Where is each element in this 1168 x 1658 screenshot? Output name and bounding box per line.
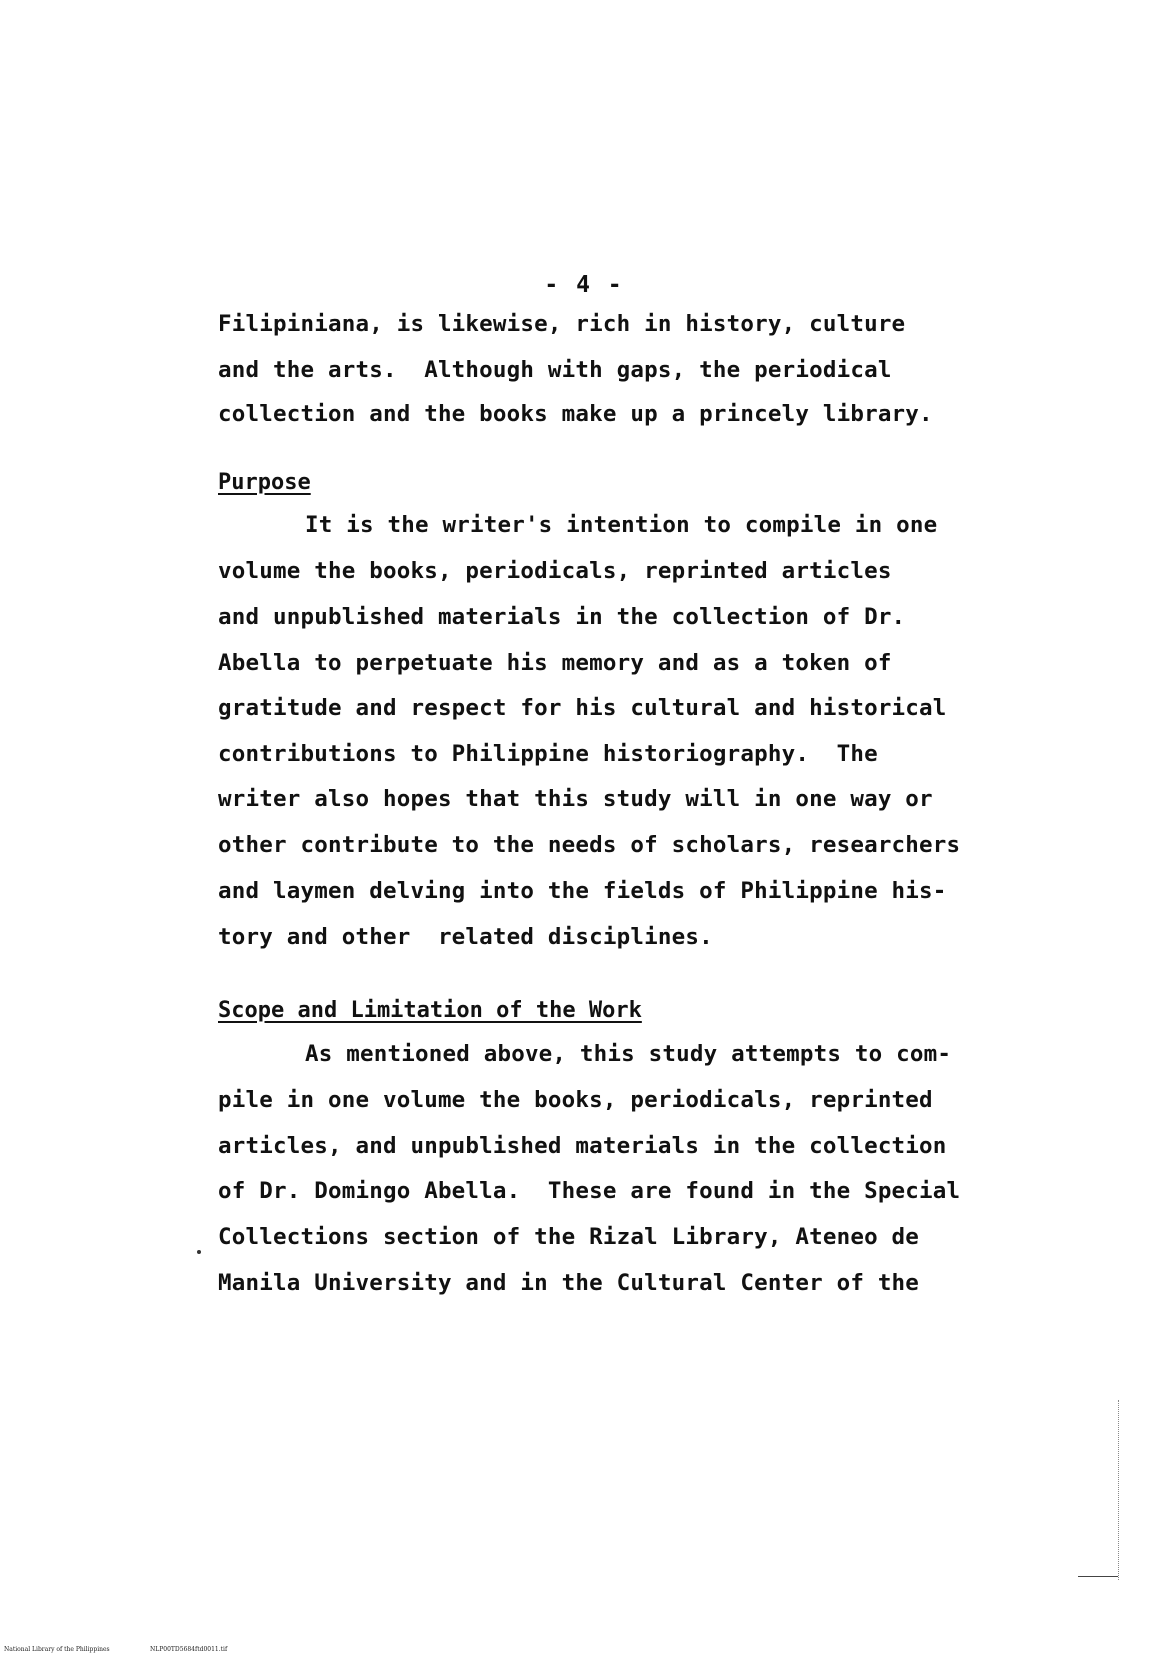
scan-edge-rule (1078, 1576, 1118, 1577)
footer-filename: NLP00TD5684ftd0011.tif (150, 1646, 228, 1653)
intro-line-3: collection and the books make up a princely library. (218, 401, 933, 427)
purpose-line-6: contributions to Philippine historiography. The (218, 741, 878, 767)
scope-line-2: pile in one volume the books, periodicals, reprinted (218, 1087, 933, 1113)
intro-line-1: Filipiniana, is likewise, rich in history, culture (218, 311, 906, 337)
scan-edge-mark (1118, 1400, 1120, 1580)
scope-line-5: Collections section of the Rizal Library, Ateneo de (218, 1224, 920, 1250)
section-heading-purpose: Purpose (218, 470, 311, 495)
purpose-line-1: It is the writer's intention to compile in one (305, 512, 938, 538)
intro-line-2: and the arts. Although with gaps, the periodical (218, 357, 892, 383)
scope-line-3: articles, and unpublished materials in the collection (218, 1133, 947, 1159)
section-heading-scope: Scope and Limitation of the Work (218, 998, 642, 1023)
margin-speck (197, 1250, 201, 1254)
purpose-line-8: other contribute to the needs of scholars, researchers (218, 832, 961, 858)
purpose-line-5: gratitude and respect for his cultural and historical (218, 695, 947, 721)
scope-line-6: Manila University and in the Cultural Center of the (218, 1270, 920, 1296)
page-number: - 4 - (544, 272, 624, 298)
purpose-line-7: writer also hopes that this study will in one way or (218, 786, 933, 812)
purpose-line-10: tory and other related disciplines. (218, 924, 713, 950)
purpose-line-3: and unpublished materials in the collection of Dr. (218, 604, 906, 630)
purpose-line-9: and laymen delving into the fields of Philippine his- (218, 878, 947, 904)
purpose-line-4: Abella to perpetuate his memory and as a token of (218, 650, 892, 676)
purpose-line-2: volume the books, periodicals, reprinted articles (218, 558, 892, 584)
scope-line-4: of Dr. Domingo Abella. These are found in the Special (218, 1178, 961, 1204)
scope-line-1: As mentioned above, this study attempts to com- (305, 1041, 952, 1067)
footer-source: National Library of the Philippines (4, 1646, 110, 1653)
